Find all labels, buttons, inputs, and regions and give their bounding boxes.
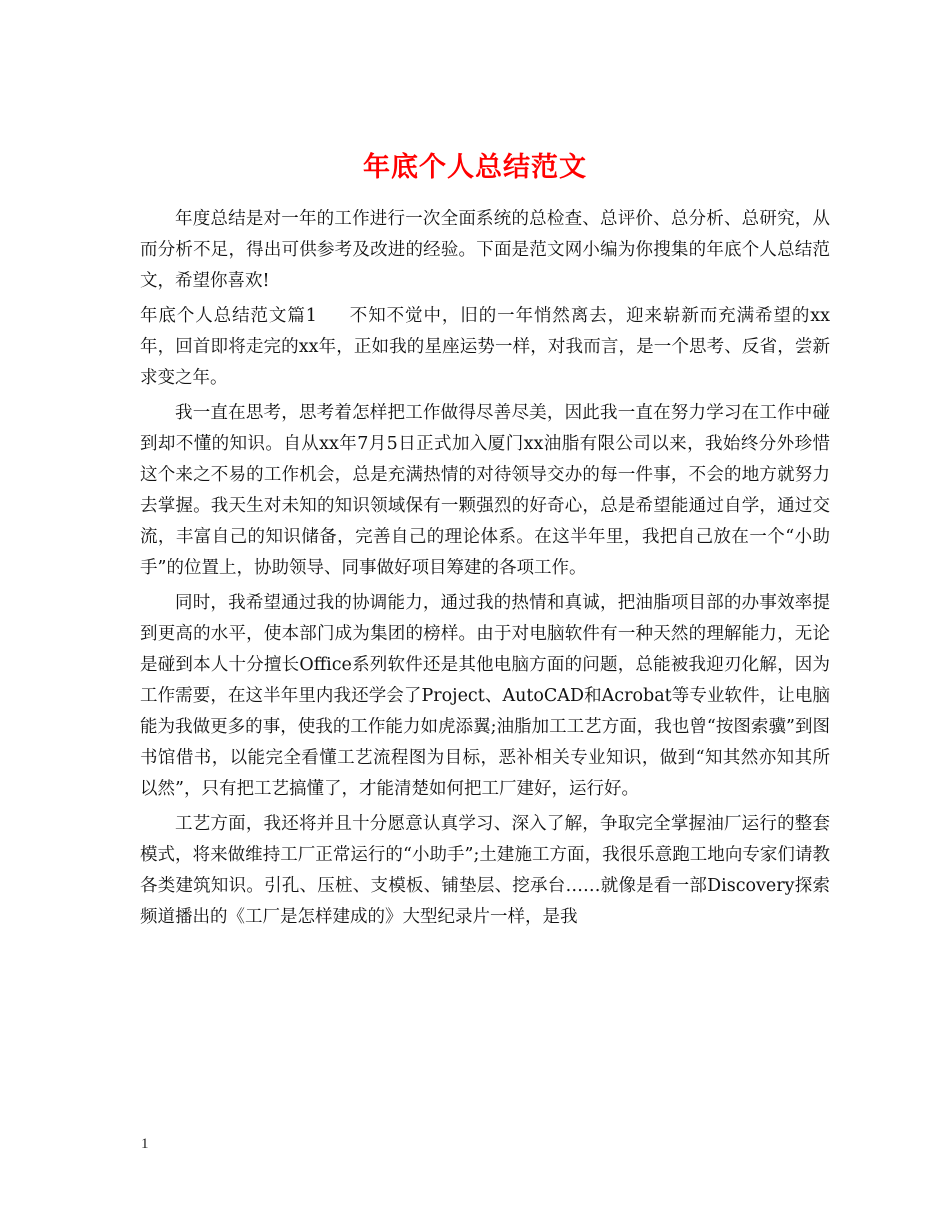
body-paragraph-2: 同时，我希望通过我的协调能力，通过我的热情和真诚，把油脂项目部的办事效率提到更高的水平，使本部门成为集团的榜样。由于对电脑软件有一种天然的理解能力，无论是碰到本人十分擅长Office系列软件还是其他电脑方面的问题，总能被我迎刃化解，因为工作需要，在这半年里内我还学会了Project、AutoCAD和Acrobat等专业软件，让电脑能为我做更多的事，使我的工作能力如虎添翼;油脂加工工艺方面，我也曾“按图索骥”到图书馆借书，以能完全看懂工艺流程图为目标，恶补相关专业知识，做到“知其然亦知其所以然”，只有把工艺搞懂了，才能清楚如何把工厂建好，运行好。: [140, 593, 830, 799]
intro-paragraph: 年度总结是对一年的工作进行一次全面系统的总检查、总评价、总分析、总研究，从而分析不足，得出可供参考及改进的经验。下面是范文网小编为你搜集的年底个人总结范文，希望你喜欢!: [140, 209, 830, 291]
body-paragraph-1: 我一直在思考，思考着怎样把工作做得尽善尽美，因此我一直在努力学习在工作中碰到却不懂的知识。自从xx年7月5日正式加入厦门xx油脂有限公司以来，我始终分外珍惜这个来之不易的工作机会，总是充满热情的对待领导交办的每一件事，不会的地方就努力去掌握。我天生对未知的知识领域保有一颗强烈的好奇心，总是希望能通过自学，通过交流，丰富自己的知识储备，完善自己的理论体系。在这半年里，我把自己放在一个“小助手”的位置上，协助领导、同事做好项目筹建的各项工作。: [140, 403, 830, 578]
body-paragraph-3: 工艺方面，我还将并且十分愿意认真学习、深入了解，争取完全掌握油厂运行的整套模式，将来做维持工厂正常运行的“小助手”;土建施工方面，我很乐意跑工地向专家们请教各类建筑知识。引孔、压桩、支模板、铺垫层、挖承台……就像是看一部Discovery探索频道播出的《工厂是怎样建成的》大型纪录片一样，是我: [140, 814, 830, 927]
section-lead-paragraph: [140, 301, 830, 394]
document-title: 年底个人总结范文: [363, 152, 587, 184]
page-number: 1: [141, 1136, 149, 1152]
document-body: [140, 204, 830, 933]
section-lead-text: 不知不觉中，旧的一年悄然离去，迎来崭新而充满希望的xx年，回首即将走完的xx年，正如我的星座运势一样，对我而言，是一个思考、反省，尝新求变之年。: [140, 306, 830, 388]
section-heading: 年底个人总结范文篇1: [140, 306, 317, 326]
